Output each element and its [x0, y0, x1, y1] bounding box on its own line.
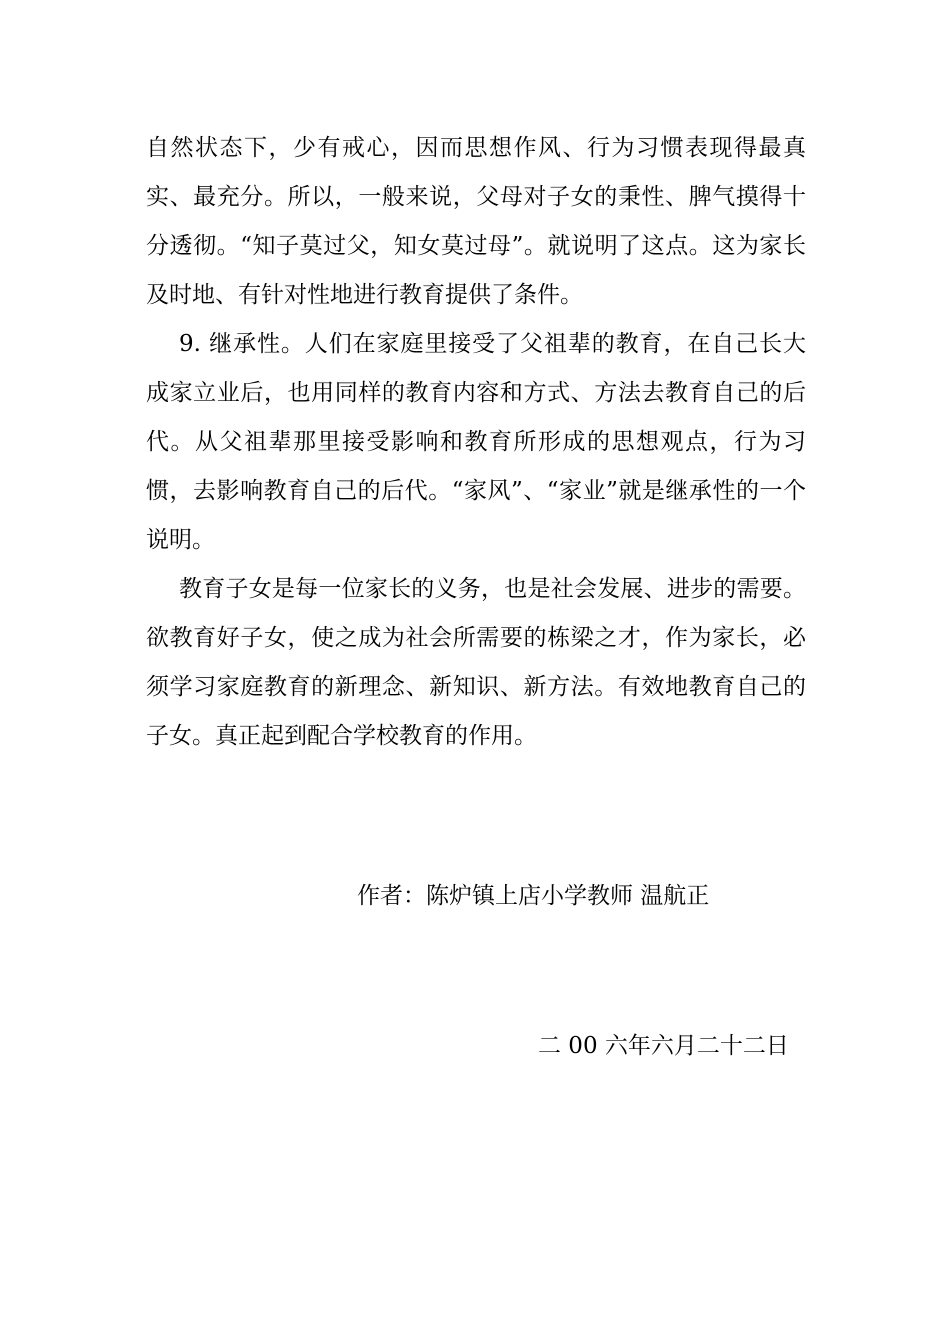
author-line: 作者：陈炉镇上店小学教师 温航正: [357, 883, 710, 909]
paragraph-inheritance: 9. 继承性。人们在家庭里接受了父祖辈的教育，在自己长大成家立业后，也用同样的教育内容和方式、方法去教育自己的后代。从父祖辈那里接受影响和教育所形成的思想观点，行为习惯，去影响教育自己的后代。“家风”、“家业”就是继承性的一个说明。: [146, 331, 806, 553]
paragraph-continuation: 自然状态下，少有戒心，因而思想作风、行为习惯表现得最真实、最充分。所以，一般来说，父母对子女的秉性、脾气摸得十分透彻。“知子莫过父，知女莫过母”。就说明了这点。这为家长及时地、有针对性地进行教育提供了条件。: [146, 135, 806, 308]
paragraph-conclusion: 教育子女是每一位家长的义务，也是社会发展、进步的需要。欲教育好子女，使之成为社会所需要的栋梁之才，作为家长，必须学习家庭教育的新理念、新知识、新方法。有效地教育自己的子女。真正起到配合学校教育的作用。: [146, 576, 806, 749]
date-line: 二 00 六年六月二十二日: [538, 1033, 789, 1059]
body-text: [146, 124, 806, 761]
